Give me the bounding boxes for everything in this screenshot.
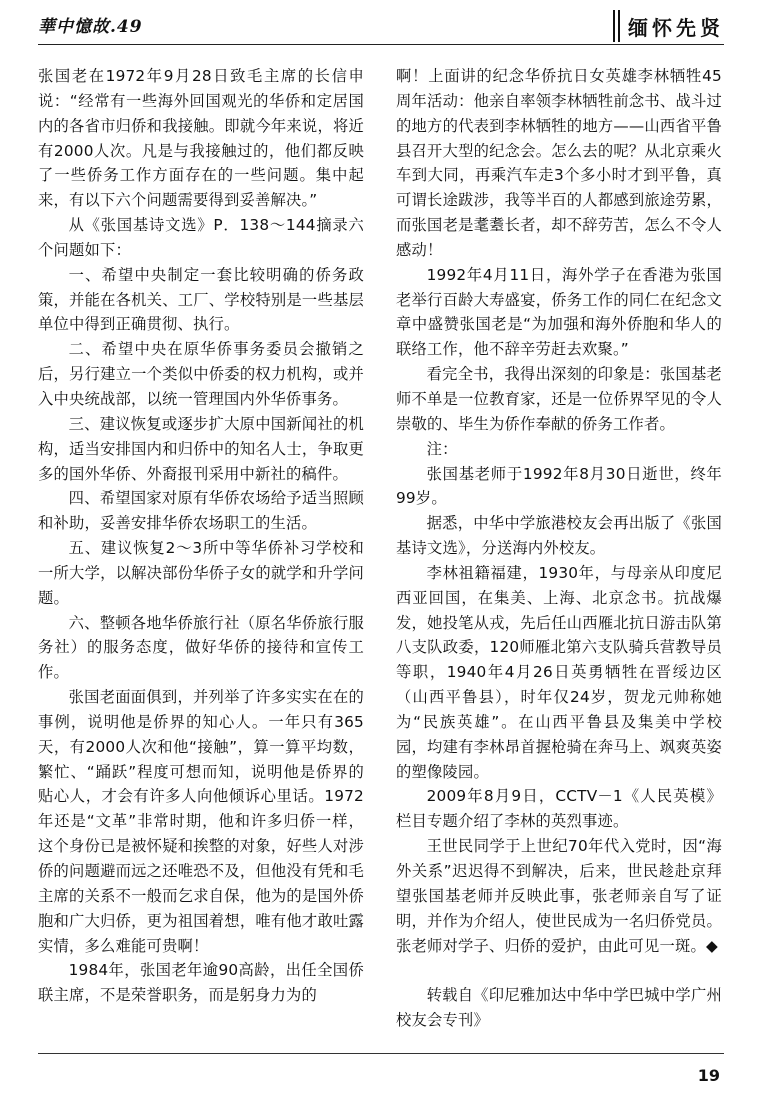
paragraph: 一、希望中央制定一套比较明确的侨务政策，并能在各机关、工厂、学校特别是一些基层单位中得到正确贯彻、执行。 [38, 265, 364, 334]
magazine-logo: 華中憶故.49 [38, 17, 143, 37]
paragraph: 二、希望中央在原华侨事务委员会撤销之后，另行建立一个类似中侨委的权力机构，或并入中央统战部，以统一管理国内外华侨事务。 [38, 340, 364, 408]
source-note: 转载自《印尼雅加达中华中学巴城中学广州校友会专刊》 [396, 986, 722, 1030]
bottom-rule [38, 1053, 724, 1054]
page-number: 19 [697, 1066, 720, 1085]
paragraph: 四、希望国家对原有华侨农场给予适当照顾和补助，妥善安排华侨农场职工的生活。 [38, 489, 364, 533]
paragraph: 三、建议恢复或逐步扩大原中国新闻社的机构，适当安排国内和归侨中的知名人士，争取更多的国外华侨、外裔报刊采用中新社的稿件。 [38, 414, 364, 483]
paragraph: 五、建议恢复2～3所中等华侨补习学校和一所大学，以解决部份华侨子女的就学和升学问题。 [38, 539, 364, 607]
paragraph: 张国老在1972年9月28日致毛主席的长信申说：“经常有一些海外回国观光的华侨和定居国内的各省市归侨和我接触。即就今年来说，将近有2000人次。凡是与我接触过的，他们都反映了一些侨务工作方面存在的一些问题。集中起来，有以下六个问题需要得到妥善解决。” [38, 67, 364, 210]
paragraph: 李林祖籍福建，1930年，与母亲从印度尼西亚回国，在集美、上海、北京念书。抗战爆发，她投笔从戎，先后任山西雁北抗日游击队第八支队政委，120师雁北第六支队骑兵营教导员等职，1940年4月26日英勇牺牲在晋绥边区（山西平鲁县），时年仅24岁，贺龙元帅称她为“民族英雄”。在山西平鲁县及集美中学校园，均建有李林昂首握枪骑在奔马上、飒爽英姿的塑像陵园。 [396, 563, 722, 781]
paragraph-spacer [396, 958, 722, 983]
section-title: 缅怀先贤 [628, 15, 724, 40]
paragraph: 张国老面面俱到，并列举了许多实实在在的事例，说明他是侨界的知心人。一年只有365天，有2000人次和他“接触”，算一算平均数，繁忙、“踊跃”程度可想而知，说明他是侨界的贴心人，才会有许多人向他倾诉心里话。1972年还是“文革”非常时期，他和许多归侨一样，这个身份已是被怀疑和挨整的对象，好些人对涉侨的问题避而远之还唯恐不及，但他没有凭和毛主席的关系不一般而乞求自保，他为的是国外侨胞和广大归侨，更为祖国着想，唯有他才敢吐露实情，多么难能可贵啊！ [38, 688, 364, 955]
section-header [613, 8, 724, 44]
right-column [396, 64, 722, 1033]
left-column [38, 64, 364, 1008]
section-bars-decoration [613, 10, 620, 42]
paragraph: 2009年8月9日，CCTV－1《人民英模》栏目专题介绍了李林的英烈事迹。 [396, 787, 722, 831]
paragraph: 注： [426, 439, 458, 458]
paragraph: 啊！上面讲的纪念华侨抗日女英雄李林牺牲45周年活动：他亲自率领李林牺牲前念书、战斗过的地方的代表到李林牺牲的地方——山西省平鲁县召开大型的纪念会。怎么去的呢？从北京乘火车到大同，再乘汽车走3个多小时才到平鲁，真可谓长途跋涉，我等半百的人都感到旅途劳累，而张国老是耄耋长者，却不辞劳苦，怎么不令人感动！ [396, 67, 722, 259]
paragraph: 据悉，中华中学旅港校友会再出版了《张国基诗文选》，分送海内外校友。 [396, 514, 722, 558]
paragraph: 1984年，张国老年逾90高龄，出任全国侨联主席，不是荣誉职务，而是躬身力为的 [38, 961, 364, 1005]
paragraph: 看完全书，我得出深刻的印象是：张国基老师不单是一位教育家，还是一位侨界罕见的令人崇敬的、毕生为侨作奉献的侨务工作者。 [396, 365, 722, 433]
paragraph: 六、整顿各地华侨旅行社（原名华侨旅行服务社）的服务态度，做好华侨的接待和宣传工作。 [38, 613, 364, 682]
paragraph: 王世民同学于上世纪70年代入党时，因“海外关系”迟迟得不到解决，后来，世民趁赴京拜望张国基老师并反映此事，张老师亲自写了证明，并作为介绍人，使世民成为一名归侨党员。张老师对学子、归侨的爱护，由此可见一斑。◆ [396, 837, 722, 955]
paragraph: 从《张国基诗文选》P．138～144摘录六个问题如下： [38, 216, 364, 259]
paragraph: 1992年4月11日，海外学子在香港为张国老举行百龄大寿盛宴，侨务工作的同仁在纪念文章中盛赞张国老是“为加强和海外侨胞和华人的联络工作，他不辞辛劳赶去欢聚。” [396, 265, 722, 359]
top-rule [38, 44, 724, 45]
paragraph: 张国基老师于1992年8月30日逝世，终年99岁。 [396, 464, 722, 508]
